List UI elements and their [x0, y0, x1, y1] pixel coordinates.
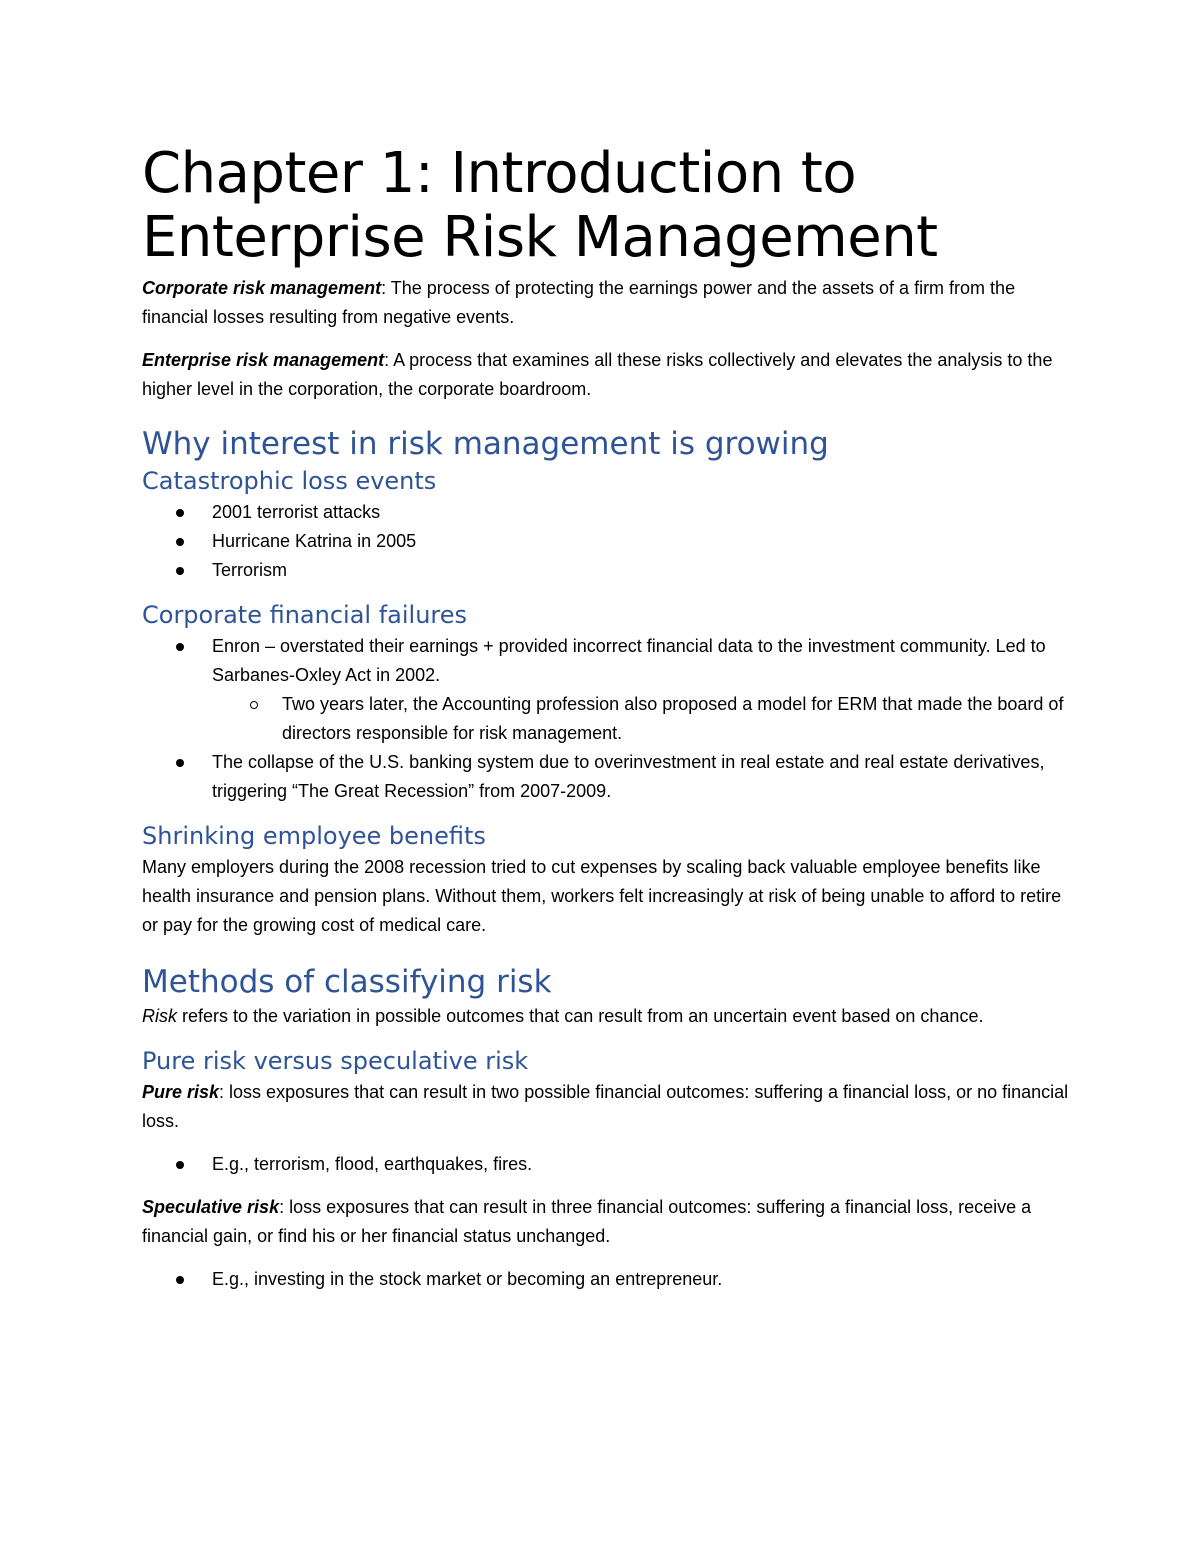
erm-text: : A process that examines all these risks collectively and elevates the analysis to the higher level in the corporation, the corporate boardroom. [142, 350, 1053, 399]
title-line-1: Chapter 1: Introduction to [142, 141, 857, 206]
list-item: 2001 terrorist attacks [142, 498, 1072, 527]
failures-sublist [212, 690, 1072, 748]
benefits-paragraph: Many employers during the 2008 recession tried to cut expenses by scaling back valuable employee benefits like health insurance and pension plans. Without them, workers felt increasingly at risk of being unable to afford to retire or pay for the growing cost of medical care. [142, 857, 1062, 935]
speculative-risk-text: : loss exposures that can result in three financial outcomes: suffering a financial loss, receive a financial gain, or find his or her financial status unchanged. [142, 1197, 1032, 1246]
heading-why-interest: Why interest in risk management is growing [142, 426, 829, 462]
crm-definition [142, 274, 1072, 332]
list-item: Two years later, the Accounting profession also proposed a model for ERM that made the board of directors responsible for risk management. [212, 690, 1072, 748]
erm-definition [142, 346, 1072, 404]
bullet-icon [176, 509, 184, 517]
bullet-icon [176, 1161, 184, 1169]
heading-financial-failures: Corporate financial failures [142, 601, 468, 629]
list-item: Hurricane Katrina in 2005 [142, 527, 1072, 556]
title-line-2: Enterprise Risk Management [142, 205, 938, 270]
heading-methods: Methods of classifying risk [142, 964, 552, 1000]
risk-definition [142, 1002, 1072, 1031]
list-item: The collapse of the U.S. banking system due to overinvestment in real estate and real estate derivatives, triggering “The Great Recession” from 2007-2009. [142, 748, 1072, 806]
heading-catastrophic: Catastrophic loss events [142, 467, 437, 495]
page-title [142, 142, 1072, 270]
pure-risk-term: Pure risk [142, 1082, 220, 1102]
catastrophic-list [142, 498, 1072, 585]
crm-text: : The process of protecting the earnings power and the assets of a firm from the financial losses resulting from negative events. [142, 278, 1016, 327]
bullet-icon [176, 1276, 184, 1284]
bullet-icon [176, 538, 184, 546]
heading-employee-benefits: Shrinking employee benefits [142, 822, 486, 850]
list-item: E.g., terrorism, flood, earthquakes, fires. [142, 1150, 1072, 1179]
sub-bullet-icon [250, 701, 258, 709]
bullet-icon [176, 567, 184, 575]
bullet-icon [176, 643, 184, 651]
list-item: Terrorism [142, 556, 1072, 585]
risk-text: refers to the variation in possible outcomes that can result from an uncertain event based on chance. [177, 1006, 984, 1026]
heading-pure-vs-speculative: Pure risk versus speculative risk [142, 1047, 529, 1075]
speculative-example-list [142, 1265, 1072, 1294]
speculative-risk-definition [142, 1193, 1072, 1251]
failures-list [142, 632, 1072, 806]
crm-term: Corporate risk management [142, 278, 382, 298]
pure-risk-definition [142, 1078, 1072, 1136]
risk-term: Risk [142, 1006, 177, 1026]
speculative-risk-term: Speculative risk [142, 1197, 280, 1217]
erm-term: Enterprise risk management [142, 350, 385, 370]
pure-example-list [142, 1150, 1072, 1179]
list-item: E.g., investing in the stock market or becoming an entrepreneur. [142, 1265, 1072, 1294]
list-item: Enron – overstated their earnings + provided incorrect financial data to the investment community. Led to Sarbanes-Oxley Act in 2002. Two years later, the Accounting profession also proposed a model for ERM that made the board of directors responsible for risk management. [142, 632, 1072, 748]
bullet-icon [176, 759, 184, 767]
pure-risk-text: : loss exposures that can result in two possible financial outcomes: suffering a financial loss, or no financial loss. [142, 1082, 1069, 1131]
